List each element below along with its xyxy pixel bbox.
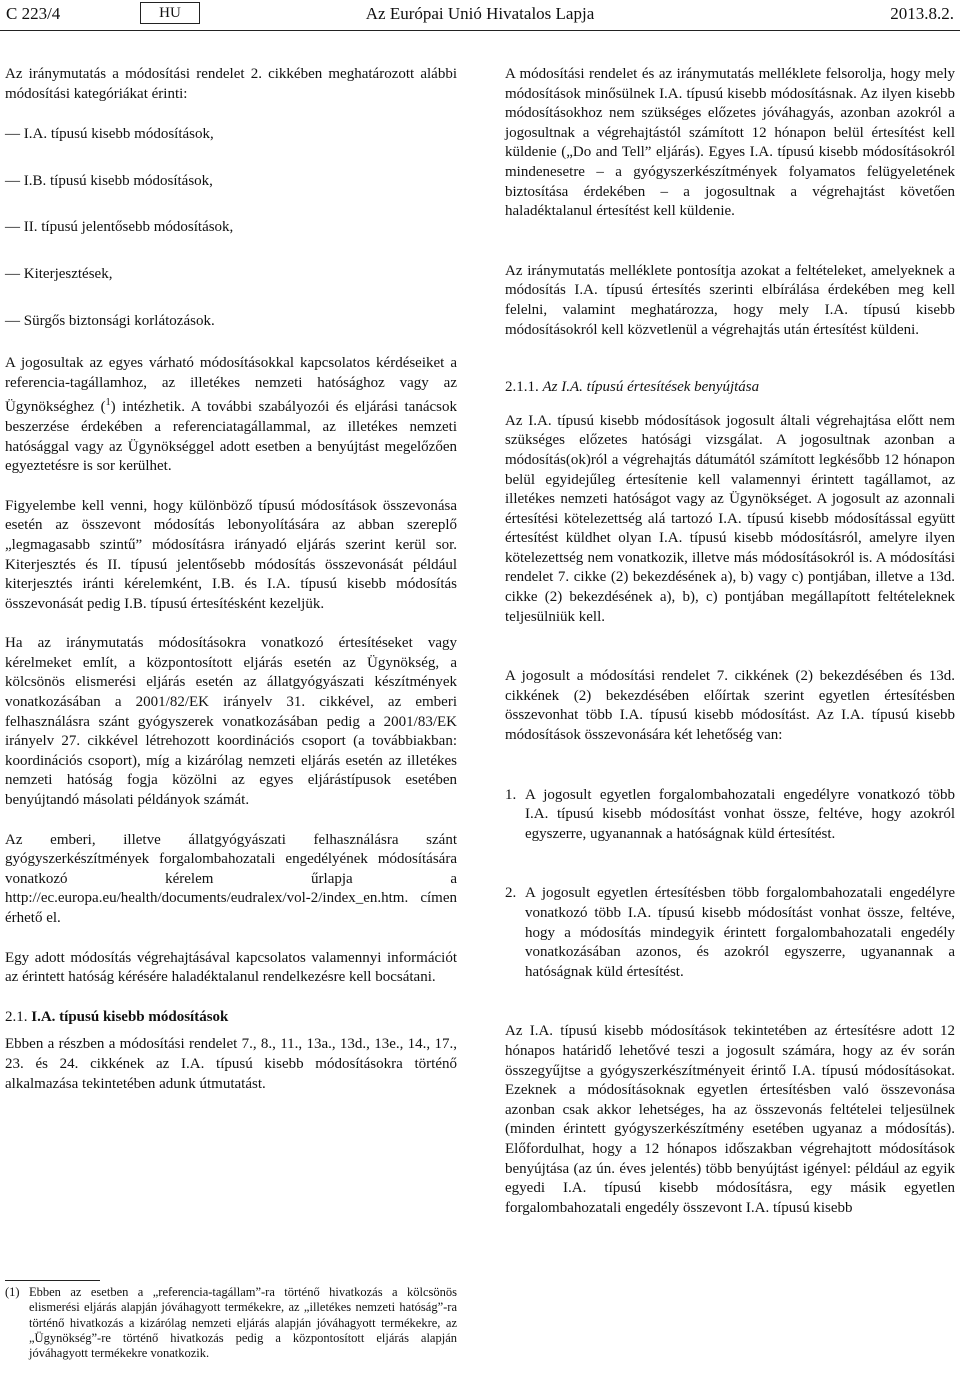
list-item: — I.A. típusú kisebb módosítások, bbox=[5, 126, 214, 143]
series-reference: C 223/4 bbox=[6, 4, 61, 23]
section-heading bbox=[5, 1008, 457, 1028]
paragraph: Az I.A. típusú kisebb módosítások jogosult általi végrehajtása előtt nem szükséges előzetes hatósági vizsgálat. A jogosultnak azonban a módosítás(ok)ról a végrehajtás dátumától számított legkésőbb 12 hónapon belül egyidejűleg értesítenie kell valamennyi érintett tagállamot, az illetékes nemzeti hatóságot vagy az Ügynökséget. A jogosult az azonnali értesítési kötelezettség alá tartozó I.A. típusú kisebb módosítással együtt értesítést küldhet olyan I.A. típusú kisebb módosításról, amelyre ilyen kötelezettség nem vonatkozik, illetve más módosításokról is. A módosítási rendelet 7. cikke (2) bekezdésének a), b) vagy c) pontjában, illetve a 13d. cikke (2) bekezdésének a), b), c) pontjában megállapított feltételeknek teljesülniük kell. bbox=[505, 412, 955, 625]
language-badge: HU bbox=[140, 2, 200, 24]
paragraph: Az emberi, illetve állatgyógyászati felhasználásra szánt gyógyszerkészítmények forgalombahozatali engedélyének módosítására vonatkozó kérelem űrlapja a http://ec.europa.eu/health/documents/eudralex/vol-2/index_en.htm. címen érhető el. bbox=[5, 831, 457, 926]
list-item: — I.B. típusú kisebb módosítások, bbox=[5, 172, 213, 189]
intro-paragraph: Az iránymutatás a módosítási rendelet 2. cikkében meghatározott alábbi módosítási kategóriákat érinti: bbox=[5, 66, 457, 102]
paragraph: A jogosult a módosítási rendelet 7. cikkének (2) bekezdésében és 13d. cikkének (2) bekezdésében előírtak szerint egyetlen értesítésben összevonhat több I.A. típusú kisebb módosítást. Az I.A. típusú kisebb módosítások összevonására két lehetőség van: bbox=[505, 668, 955, 744]
item-text: A jogosult egyetlen forgalombahozatali engedélyre vonatkozó több I.A. típusú kisebb módosítást vonhat össze, feltéve, hogy azokról egyszerre, ugyanannak a hatóságnak küld értesítést. bbox=[525, 786, 955, 842]
journal-title: Az Európai Unió Hivatalos Lapja bbox=[365, 4, 595, 23]
item-number: 1. bbox=[505, 786, 517, 803]
numbered-item bbox=[505, 884, 955, 982]
paragraph: Figyelembe kell venni, hogy különböző típusú módosítások összevonása esetén az összevont módosítás lebonyolítására az abban szereplő „legmagasabb szintű” módosításra irányadó eljárás szerint kerül sor. Kiterjesztés és II. típusú jelentősebb módosítás összevonását például kiterjesztés iránti kérelemként, I.B. és I.A. típusú kisebb módosítás összevonását pedig I.B. típusú értesítésként kezeljük. bbox=[5, 497, 457, 612]
paragraph bbox=[5, 354, 457, 477]
paragraph-text: ) intézhetik. A további szabályozói és eljárási tanácsok beszerzése érdekében a referenciatagállammal, az illetékes nemzeti hatósággal vagy az Ügynökséggel adott esetben a benyújtást megelőzően egyeztetésre is sor kerülhet. bbox=[5, 399, 457, 475]
subsection-number: 2.1.1. bbox=[505, 379, 539, 396]
footnote-text bbox=[5, 1285, 457, 1361]
footnote-body: Ebben az esetben a „referencia-tagállam”-ra történő hivatkozás a kölcsönös elismerési eljárás alapján jóváhagyott termékekre, az „illetékes nemzeti hatóság”-ra történő hivatkozás a kizárólag nemzeti eljárás alapján jóváhagyott termékekre, az „Ügynökség”-re történő hivatkozás pedig a központosított eljárás alapján jóváhagyott termékekre vonatkozik. bbox=[29, 1285, 457, 1361]
numbered-item bbox=[505, 786, 955, 845]
paragraph: Az I.A. típusú kisebb módosítások tekintetében az értesítésre adott 12 hónapos határidő lehetővé teszi a jogosult számára, hogy az év során összegyűjtse a gyógyszerkészítményeit érintő I.A. típusú módosításokat. Ezeknek a módosításoknak egyetlen értesítésben való összevonása azonban csak akkor lehetséges, ha az összevonás feltételei teljesülnek (minden érintett gyógyszerkészítmény esetében ugyanaz a módosítás). Előfordulhat, hogy a 12 hónapos időszakban végrehajtott módosítások benyújtása (az ún. éves jelentés) több benyújtást igényel: például az egyik egyedi I.A. típusú kisebb módosításra, egy másik egyetlen forgalombahozatali engedély összevont I.A. típusú kisebb bbox=[505, 1023, 955, 1216]
paragraph: Az iránymutatás melléklete pontosítja azokat a feltételeket, amelyeknek a módosítás I.A. típusú értesítés szerinti elbírálása érdekében meg kell felelni, valamint meghatározza, hogy mely I.A. típusú kisebb módosításokról kell közvetlenül a végrehajtás után értesítést küldeni. bbox=[505, 262, 955, 338]
paragraph: Egy adott módosítás végrehajtásával kapcsolatos valamennyi információt az érintett hatóság kérésére haladéktalanul rendelkezésre kell bocsátani. bbox=[5, 949, 457, 986]
list-item: — Kiterjesztések, bbox=[5, 265, 113, 282]
subsection-heading bbox=[505, 378, 955, 398]
subsection-title: Az I.A. típusú értesítések benyújtása bbox=[542, 379, 760, 396]
item-number: 2. bbox=[505, 885, 517, 902]
paragraph-text: A jogosultak az egyes várható módosításokkal kapcsolatos kérdéseiket a referencia-tagállamhoz, az illetékes nemzeti hatósághoz vagy az Ügynökséghez ( bbox=[5, 355, 457, 416]
left-column bbox=[5, 65, 457, 1094]
footnote bbox=[5, 1280, 457, 1361]
list-item: — II. típusú jelentősebb módosítások, bbox=[5, 219, 234, 236]
list-item: — Sürgős biztonsági korlátozások. bbox=[5, 312, 215, 329]
section-title: I.A. típusú kisebb módosítások bbox=[31, 1008, 229, 1025]
footnote-ref[interactable]: 1 bbox=[105, 397, 111, 409]
footnote-divider bbox=[5, 1280, 100, 1281]
paragraph: Ha az iránymutatás módosításokra vonatkozó értesítéseket vagy kérelmeket említ, a központosított eljárás esetén az Ügynökség, a kölcsönös elismerési eljárás esetén az állatgyógyászati készítmények vonatkozásában a 2001/82/EK irányelv 31. cikkével, az emberi felhasználásra szánt gyógyszerek vonatkozásában pedig a 2001/83/EK irányelv 27. cikkével létrehozott koordinációs csoport (a továbbiakban: koordinációs csoport), míg a kizárólag nemzeti eljárás esetén az illetékes nemzeti hatóság fogja közölni az egyes eljárástípusok esetében benyújtandó másolati példányok számát. bbox=[5, 635, 457, 809]
publication-date: 2013.8.2. bbox=[890, 4, 954, 23]
item-text: A jogosult egyetlen értesítésben több forgalombahozatali engedélyre vonatkozó több I.A. típusú kisebb módosítást vonhat össze, feltéve, hogy a módosítás mindegyik érintett forgalombahozatali engedély vonatkozásában azonos, és azokról egyszerre, ugyanannak a hatóságnak küld értesítést. bbox=[525, 885, 955, 980]
right-column bbox=[505, 65, 955, 1218]
page-header bbox=[0, 0, 960, 31]
section-number: 2.1. bbox=[5, 1008, 28, 1025]
paragraph: Ebben a részben a módosítási rendelet 7., 8., 11., 13a., 13d., 13e., 14., 17., 23. és 24. cikkének az I.A. típusú kisebb módosításokra történő alkalmazása tekintetében adunk útmutatást. bbox=[5, 1036, 457, 1092]
paragraph: A módosítási rendelet és az iránymutatás melléklete felsorolja, hogy mely módosítások minősülnek I.A. típusú kisebb módosításnak. Az ilyen kisebb módosításokhoz nem szükséges előzetes jóváhagyás, azonban azokról a jogosultnak a végrehajtástól számított 12 hónapon belül értesítést kell küldenie („Do and Tell” eljárás). Egyes I.A. típusú kisebb módosításokról mindenesetre – a gyógyszerkészítmények folyamatos felügyeletének biztosítása érdekében – a jogosultnak a végrehajtást követően haladéktalanul értesítést kell küldenie. bbox=[505, 66, 955, 220]
footnote-mark: (1) bbox=[5, 1285, 20, 1299]
